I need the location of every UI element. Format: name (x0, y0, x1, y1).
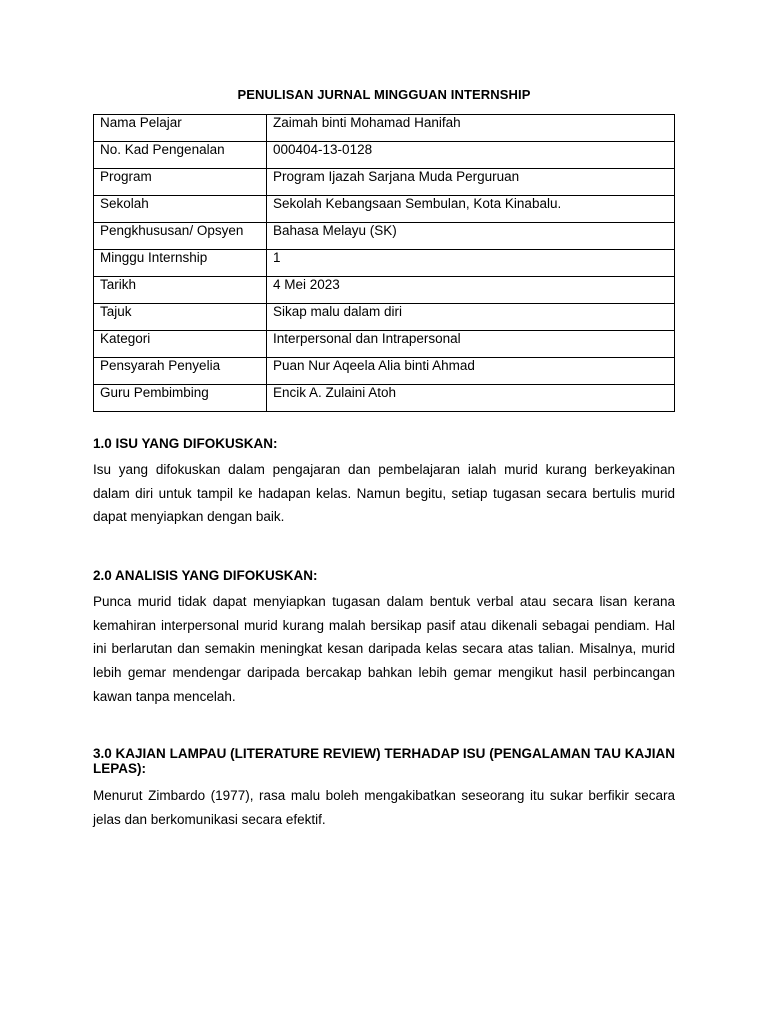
info-row (94, 196, 675, 223)
info-value: 4 Mei 2023 (267, 277, 675, 304)
info-value: Sikap malu dalam diri (267, 304, 675, 331)
info-row (94, 223, 675, 250)
section-2-body: Punca murid tidak dapat menyiapkan tugasan dalam bentuk verbal atau secara lisan kerana kemahiran interpersonal murid kurang malah bersikap pasif atau dikenali sebagai pendiam. Hal ini berlarutan dan semakin meningkat kesan daripada kelas secara atas talian. Misalnya, murid lebih gemar mendengar daripada bercakap bahkan lebih gemar mengikut hasil perbincangan kawan tanpa mencelah. (93, 594, 675, 704)
info-value: 000404-13-0128 (267, 142, 675, 169)
info-row (94, 115, 675, 142)
student-info-table (93, 114, 675, 412)
info-value: Encik A. Zulaini Atoh (267, 385, 675, 412)
info-label: Nama Pelajar (94, 115, 267, 142)
info-row (94, 169, 675, 196)
section-1-body: Isu yang difokuskan dalam pengajaran dan pembelajaran ialah murid kurang berkeyakinan dalam diri untuk tampil ke hadapan kelas. Namun begitu, setiap tugasan secara bertulis murid dapat menyiapkan dengan baik. (93, 462, 675, 525)
info-label: Tarikh (94, 277, 267, 304)
info-label: No. Kad Pengenalan (94, 142, 267, 169)
info-value: Interpersonal dan Intrapersonal (267, 331, 675, 358)
info-label: Pensyarah Penyelia (94, 358, 267, 385)
info-value: Zaimah binti Mohamad Hanifah (267, 115, 675, 142)
info-row (94, 358, 675, 385)
info-row (94, 304, 675, 331)
info-value: 1 (267, 250, 675, 277)
document-title: PENULISAN JURNAL MINGGUAN INTERNSHIP (237, 87, 531, 102)
info-label: Pengkhususan/ Opsyen (94, 223, 267, 250)
info-row (94, 277, 675, 304)
info-value: Puan Nur Aqeela Alia binti Ahmad (267, 358, 675, 385)
info-row (94, 142, 675, 169)
info-row (94, 250, 675, 277)
section-3-heading: 3.0 KAJIAN LAMPAU (LITERATURE REVIEW) TERHADAP ISU (PENGALAMAN TAU KAJIAN LEPAS): (93, 746, 675, 776)
info-value: Sekolah Kebangsaan Sembulan, Kota Kinabalu. (267, 196, 675, 223)
info-label: Tajuk (94, 304, 267, 331)
info-value: Program Ijazah Sarjana Muda Perguruan (267, 169, 675, 196)
section-2-heading: 2.0 ANALISIS YANG DIFOKUSKAN: (93, 568, 318, 583)
info-row (94, 385, 675, 412)
info-label: Guru Pembimbing (94, 385, 267, 412)
info-label: Kategori (94, 331, 267, 358)
section-1-heading: 1.0 ISU YANG DIFOKUSKAN: (93, 436, 278, 451)
info-label: Minggu Internship (94, 250, 267, 277)
info-label: Program (94, 169, 267, 196)
info-row (94, 331, 675, 358)
info-value: Bahasa Melayu (SK) (267, 223, 675, 250)
section-3-body: Menurut Zimbardo (1977), rasa malu boleh mengakibatkan seseorang itu sukar berfikir secara jelas dan berkomunikasi secara efektif. (93, 788, 675, 827)
info-label: Sekolah (94, 196, 267, 223)
